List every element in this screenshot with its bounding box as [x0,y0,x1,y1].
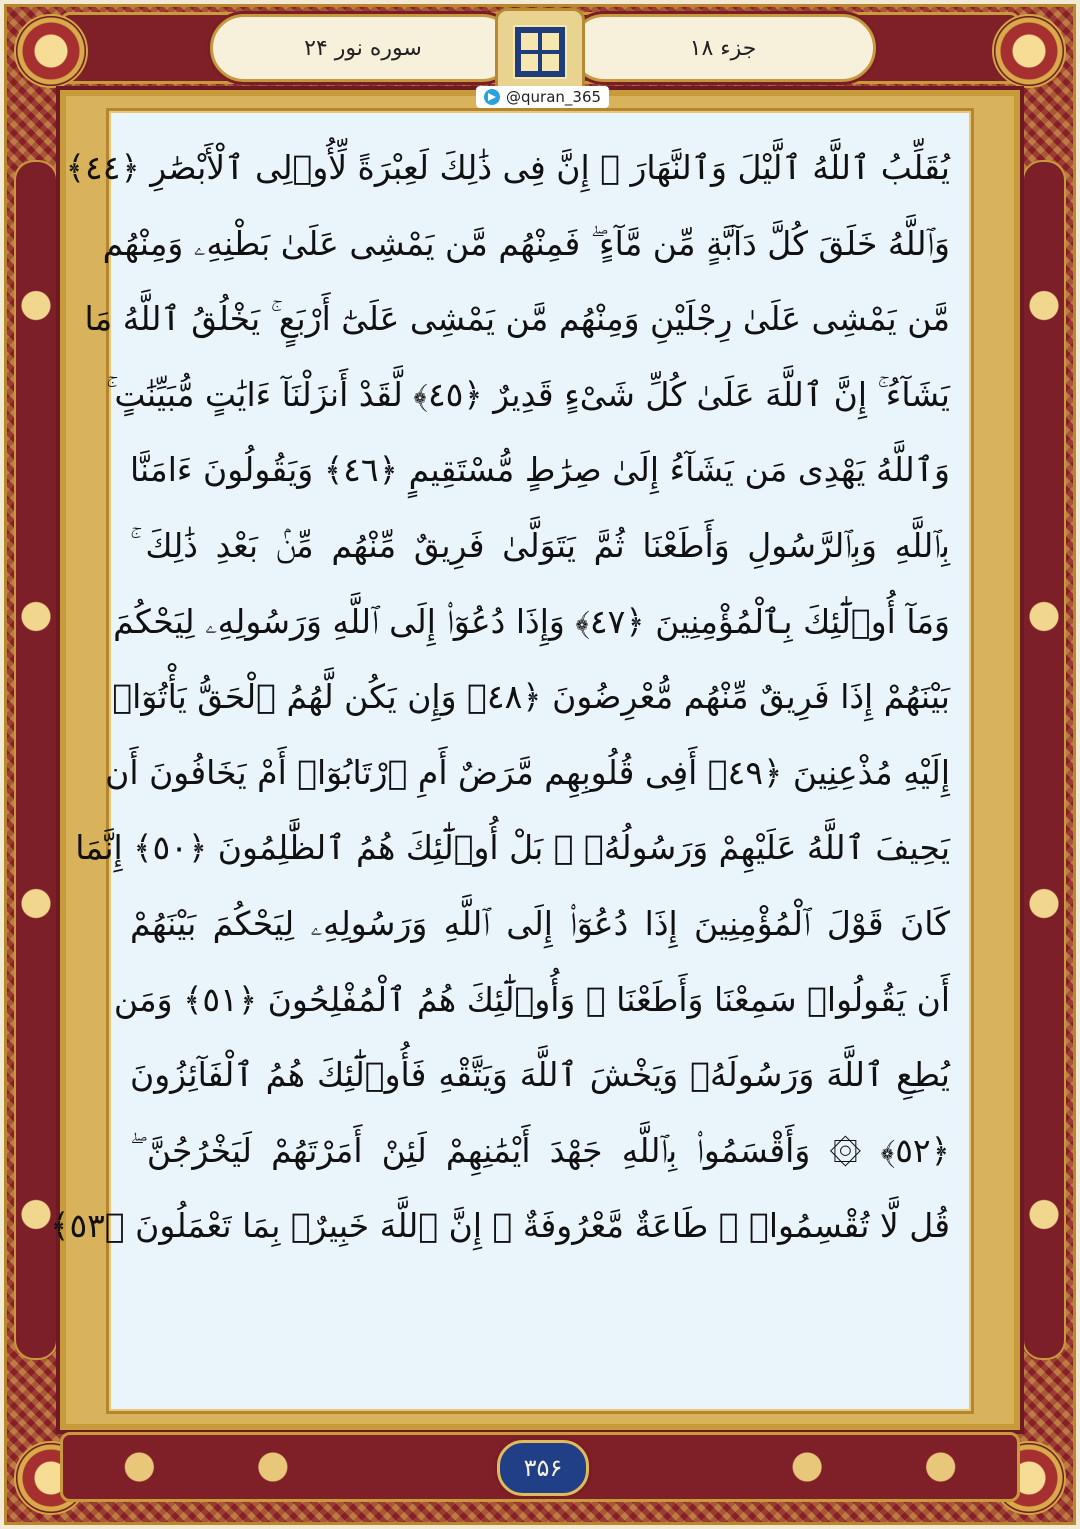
verse-line: يُطِعِ ٱللَّهَ وَرَسُولَهُۥ وَيَخْشَ ٱللَّهَ وَيَتَّقْهِ فَأُو۟لَٰٓئِكَ هُمُ ٱلْفَآئِزُونَ [130,1055,950,1095]
verse-line: بَيْنَهُمْ إِذَا فَرِيقٌ مِّنْهُم مُّعْرِضُونَ ﴿٤٨﴾ وَإِن يَكُن لَّهُمُ ٱلْحَقُّ يَأْتُوٓا۟ [112,677,950,717]
verse-line: ﴿٥٢﴾ ۞ وَأَقْسَمُوا۟ بِٱللَّهِ جَهْدَ أَيْمَٰنِهِمْ لَئِنْ أَمَرْتَهُمْ لَيَخْرُجُنَّ ۖ [130,1130,950,1170]
verse-line: يَحِيفَ ٱللَّهُ عَلَيْهِمْ وَرَسُولُهُۥ ۚ بَلْ أُو۟لَٰٓئِكَ هُمُ ٱلظَّٰلِمُونَ ﴿٥٠﴾ إِنَّمَا [75,828,950,868]
page-number: ۳۵۶ [497,1440,589,1496]
quran-logo-icon [495,8,585,96]
verse-line: أَن يَقُولُوا۟ سَمِعْنَا وَأَطَعْنَا ۚ وَأُو۟لَٰٓئِكَ هُمُ ٱلْمُفْلِحُونَ ﴿٥١﴾ وَمَن [113,979,950,1019]
verse-line: يَشَآءُ ۚ إِنَّ ٱللَّهَ عَلَىٰ كُلِّ شَىْءٍ قَدِيرٌ ﴿٤٥﴾ لَّقَدْ أَنزَلْنَآ ءَايَٰتٍ مُّبَيِّنَٰتٍ ۚ [106,374,950,414]
juz-label: جزء ۱۸ [570,14,876,82]
verse-line: كَانَ قَوْلَ ٱلْمُؤْمِنِينَ إِذَا دُعُوٓا۟ إِلَى ٱللَّهِ وَرَسُولِهِۦ لِيَحْكُمَ بَيْنَهُمْ [130,903,950,943]
verse-lines [50,130,950,1264]
corner-ornament-top-right [992,14,1066,88]
surah-label: سوره نور ۲۴ [210,14,516,82]
verse-line: قُل لَّا تُقْسِمُوا۟ ۖ طَاعَةٌ مَّعْرُوفَةٌ ۚ إِنَّ ٱللَّهَ خَبِيرٌۢ بِمَا تَعْمَلُونَ ﴿٥٣﴾ [50,1206,950,1246]
verse-line: وَٱللَّهُ خَلَقَ كُلَّ دَآبَّةٍ مِّن مَّآءٍ ۖ فَمِنْهُم مَّن يَمْشِى عَلَىٰ بَطْنِهِۦ وَمِنْهُم [102,223,950,263]
emblem-pattern [513,25,567,79]
verse-line: مَّن يَمْشِى عَلَىٰ رِجْلَيْنِ وَمِنْهُم مَّن يَمْشِى عَلَىٰٓ أَرْبَعٍ ۚ يَخْلُقُ ٱللَّهُ مَا [84,299,950,339]
verse-line: إِلَيْهِ مُذْعِنِينَ ﴿٤٩﴾ أَفِى قُلُوبِهِم مَّرَضٌ أَمِ ٱرْتَابُوٓا۟ أَمْ يَخَافُونَ أَن [105,752,950,792]
left-ornament [14,160,58,1360]
corner-ornament-top-left [14,14,88,88]
verse-line: وَٱللَّهُ يَهْدِى مَن يَشَآءُ إِلَىٰ صِرَٰطٍ مُّسْتَقِيمٍ ﴿٤٦﴾ وَيَقُولُونَ ءَامَنَّا [130,450,950,490]
verse-line: يُقَلِّبُ ٱللَّهُ ٱلَّيْلَ وَٱلنَّهَارَ ۚ إِنَّ فِى ذَٰلِكَ لَعِبْرَةً لِّأُو۟لِى ٱلْأَبْصَٰرِ ﴿٤٤﴾ [65,148,950,187]
verse-line: وَمَآ أُو۟لَٰٓئِكَ بِٱلْمُؤْمِنِينَ ﴿٤٧﴾ وَإِذَا دُعُوٓا۟ إِلَى ٱللَّهِ وَرَسُولِهِۦ لِيَحْكُمَ [113,601,950,641]
channel-handle[interactable] [476,86,609,108]
channel-handle-text: @quran_365 [506,88,602,106]
verse-line: بِٱللَّهِ وَبِٱلرَّسُولِ وَأَطَعْنَا ثُمَّ يَتَوَلَّىٰ فَرِيقٌ مِّنْهُم مِّنۢ بَعْدِ ذَٰلِكَ ۚ [130,525,950,565]
telegram-icon [484,89,500,105]
right-ornament [1022,160,1066,1360]
